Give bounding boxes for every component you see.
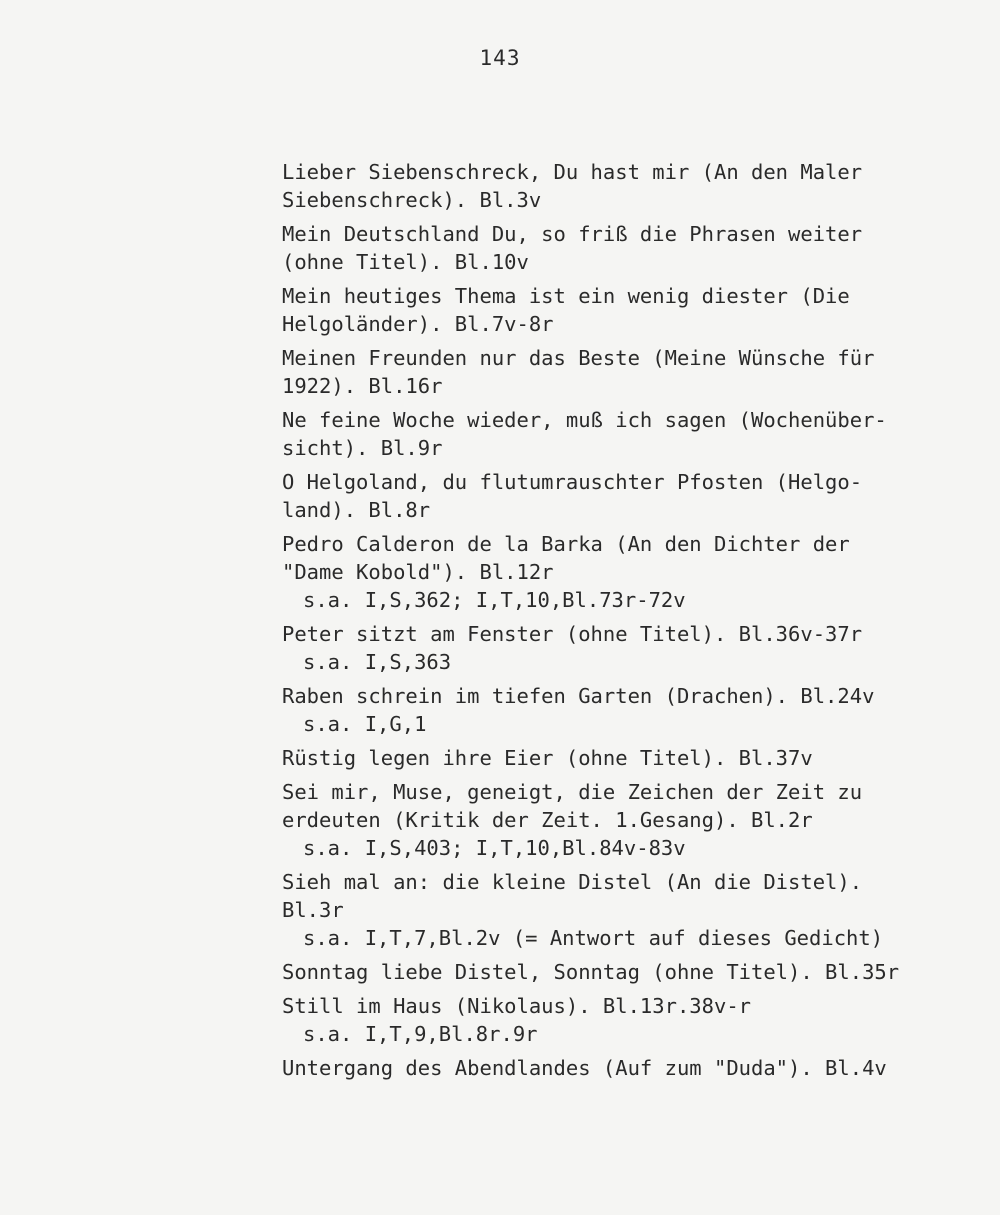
entry-line: Lieber Siebenschreck, Du hast mir (An den Maler: [282, 160, 863, 184]
index-entry: [282, 868, 982, 952]
entry-line: "Dame Kobold"). Bl.12r: [282, 560, 554, 584]
entry-line: Still im Haus (Nikolaus). Bl.13r.38v-r: [282, 994, 751, 1018]
entry-line: Bl.3r: [282, 898, 344, 922]
entry-line: Untergang des Abendlandes (Auf zum "Duda"). Bl.4v: [282, 1056, 887, 1080]
entry-line: Rüstig legen ihre Eier (ohne Titel). Bl.37v: [282, 746, 813, 770]
entry-line: Mein heutiges Thema ist ein wenig diester (Die: [282, 284, 850, 308]
entry-line: Mein Deutschland Du, so friß die Phrasen weiter: [282, 222, 863, 246]
entry-line: Sei mir, Muse, geneigt, die Zeichen der Zeit zu: [282, 780, 863, 804]
index-entry: [282, 530, 982, 614]
index-entry: [282, 1054, 982, 1082]
index-entry: [282, 620, 982, 676]
index-entries: [282, 158, 982, 1088]
index-entry: [282, 282, 982, 338]
index-entry: [282, 992, 982, 1048]
entry-line: Helgoländer). Bl.7v-8r: [282, 312, 554, 336]
entry-line: Peter sitzt am Fenster (ohne Titel). Bl.36v-37r: [282, 622, 863, 646]
entry-cross-reference: s.a. I,G,1: [303, 712, 427, 736]
entry-cross-reference: s.a. I,T,7,Bl.2v (= Antwort auf dieses Gedicht): [303, 926, 884, 950]
entry-line: Sieh mal an: die kleine Distel (An die Distel).: [282, 870, 863, 894]
entry-line: Pedro Calderon de la Barka (An den Dichter der: [282, 532, 850, 556]
page-number: 143: [479, 46, 521, 70]
index-entry: [282, 778, 982, 862]
entry-cross-reference: s.a. I,S,363: [303, 650, 452, 674]
entry-line: sicht). Bl.9r: [282, 436, 443, 460]
entry-line: O Helgoland, du flutumrauschter Pfosten (Helgo-: [282, 470, 863, 494]
entry-cross-reference: s.a. I,S,362; I,T,10,Bl.73r-72v: [303, 588, 686, 612]
index-entry: [282, 406, 982, 462]
entry-line: land). Bl.8r: [282, 498, 431, 522]
index-entry: [282, 344, 982, 400]
entry-cross-reference: s.a. I,T,9,Bl.8r.9r: [303, 1022, 538, 1046]
entry-line: Ne feine Woche wieder, muß ich sagen (Wochenüber-: [282, 408, 887, 432]
index-entry: [282, 158, 982, 214]
entry-line: Siebenschreck). Bl.3v: [282, 188, 542, 212]
index-entry: [282, 744, 982, 772]
entry-line: Meinen Freunden nur das Beste (Meine Wünsche für: [282, 346, 875, 370]
entry-line: erdeuten (Kritik der Zeit. 1.Gesang). Bl.2r: [282, 808, 813, 832]
index-entry: [282, 958, 982, 986]
index-entry: [282, 682, 982, 738]
entry-line: Sonntag liebe Distel, Sonntag (ohne Titel). Bl.35r: [282, 960, 900, 984]
index-entry: [282, 220, 982, 276]
entry-line: Raben schrein im tiefen Garten (Drachen). Bl.24v: [282, 684, 875, 708]
entry-line: (ohne Titel). Bl.10v: [282, 250, 529, 274]
index-entry: [282, 468, 982, 524]
entry-line: 1922). Bl.16r: [282, 374, 443, 398]
entry-cross-reference: s.a. I,S,403; I,T,10,Bl.84v-83v: [303, 836, 686, 860]
